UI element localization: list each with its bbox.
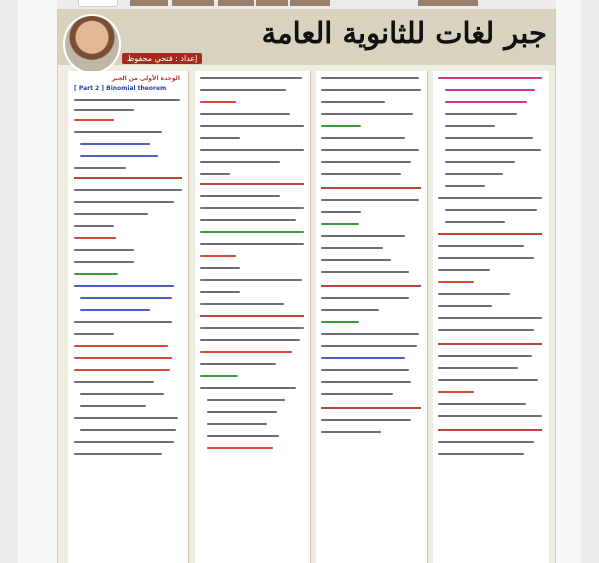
text-line — [74, 381, 154, 383]
text-line — [80, 429, 176, 431]
text-line — [445, 137, 533, 139]
text-line — [207, 447, 273, 449]
section-title: الوحدة الأولى من الجبر — [111, 75, 180, 82]
text-line — [321, 369, 409, 371]
text-line — [200, 207, 304, 209]
text-line — [445, 125, 495, 127]
section-divider — [438, 429, 542, 431]
text-line — [80, 309, 150, 311]
text-line — [321, 357, 405, 359]
text-line — [80, 297, 172, 299]
section-divider — [321, 285, 421, 287]
text-line — [207, 411, 277, 413]
text-line — [200, 77, 302, 79]
text-line — [80, 155, 158, 157]
text-line — [200, 137, 240, 139]
text-line — [438, 329, 534, 331]
text-line — [200, 363, 276, 365]
section-divider — [200, 183, 304, 185]
text-line — [207, 399, 285, 401]
page-thumbnail[interactable] — [256, 0, 288, 6]
text-line — [200, 149, 304, 151]
author-photo — [63, 14, 121, 74]
text-line — [74, 167, 126, 169]
viewer-toolbar-button[interactable] — [78, 0, 118, 7]
text-line — [200, 161, 280, 163]
text-line — [200, 219, 296, 221]
text-line — [200, 231, 304, 233]
text-line — [200, 291, 240, 293]
text-line — [438, 257, 534, 259]
text-line — [438, 197, 542, 199]
text-line — [74, 109, 134, 111]
text-line — [74, 213, 148, 215]
text-line — [74, 285, 174, 287]
text-line — [200, 113, 290, 115]
viewer-margin-left — [18, 0, 57, 563]
text-line — [74, 321, 172, 323]
text-line — [321, 137, 405, 139]
text-line — [74, 99, 180, 101]
page-column-2 — [195, 71, 311, 563]
text-line — [74, 225, 114, 227]
text-line — [438, 293, 510, 295]
text-line — [438, 355, 532, 357]
section-divider — [321, 407, 421, 409]
text-line — [74, 189, 182, 191]
text-line — [321, 309, 379, 311]
text-line — [200, 173, 230, 175]
text-line — [438, 281, 474, 283]
section-divider — [321, 187, 421, 189]
text-line — [445, 149, 541, 151]
text-line — [321, 101, 385, 103]
text-line — [200, 279, 302, 281]
text-line — [80, 143, 150, 145]
text-line — [321, 89, 421, 91]
text-line — [321, 211, 361, 213]
text-line — [445, 161, 515, 163]
text-line — [200, 351, 292, 353]
text-line — [74, 249, 134, 251]
text-line — [74, 345, 168, 347]
text-line — [200, 267, 240, 269]
text-line — [200, 387, 296, 389]
text-line — [321, 345, 417, 347]
text-line — [74, 333, 114, 335]
text-line — [74, 357, 172, 359]
text-line — [200, 327, 304, 329]
section-divider — [438, 343, 542, 345]
text-line — [74, 237, 116, 239]
text-line — [321, 419, 411, 421]
text-line — [438, 367, 518, 369]
text-line — [445, 101, 527, 103]
text-line — [74, 453, 162, 455]
text-line — [74, 417, 178, 419]
text-line — [200, 125, 304, 127]
text-line — [321, 173, 401, 175]
text-line — [207, 423, 267, 425]
page-thumbnail[interactable] — [418, 0, 478, 6]
text-line — [200, 195, 280, 197]
text-line — [438, 379, 538, 381]
text-line — [321, 113, 413, 115]
text-line — [74, 201, 174, 203]
page-thumbnail[interactable] — [172, 0, 214, 6]
text-line — [321, 431, 381, 433]
text-line — [321, 125, 361, 127]
text-line — [445, 221, 505, 223]
text-line — [445, 209, 537, 211]
text-line — [438, 453, 524, 455]
text-line — [321, 321, 359, 323]
text-line — [200, 101, 236, 103]
text-line — [438, 403, 526, 405]
text-line — [200, 255, 236, 257]
section-divider — [438, 233, 542, 235]
page-column-1 — [68, 71, 189, 563]
section-divider — [74, 177, 182, 179]
text-line — [321, 199, 419, 201]
text-line — [438, 441, 534, 443]
text-line — [200, 375, 238, 377]
text-line — [200, 303, 284, 305]
text-line — [438, 269, 490, 271]
text-line — [80, 405, 146, 407]
text-line — [321, 149, 419, 151]
text-line — [321, 223, 359, 225]
text-line — [321, 381, 411, 383]
text-line — [321, 235, 405, 237]
page-column-3 — [316, 71, 428, 563]
text-line — [445, 185, 485, 187]
page-column-4 — [433, 71, 549, 563]
text-line — [74, 131, 162, 133]
text-line — [438, 305, 492, 307]
page-thumbnail[interactable] — [290, 0, 330, 6]
text-line — [74, 441, 174, 443]
text-line — [445, 89, 535, 91]
text-line — [74, 369, 170, 371]
text-line — [74, 119, 114, 121]
text-line — [321, 393, 393, 395]
viewer-margin-right — [556, 0, 581, 563]
text-line — [80, 393, 164, 395]
page-thumbnail[interactable] — [130, 0, 168, 6]
text-line — [74, 273, 118, 275]
text-line — [200, 89, 286, 91]
text-line — [438, 77, 542, 79]
text-line — [445, 173, 503, 175]
text-line — [207, 435, 279, 437]
text-line — [321, 333, 419, 335]
text-line — [200, 243, 304, 245]
text-line — [321, 297, 409, 299]
text-line — [321, 271, 409, 273]
page-thumbnail[interactable] — [218, 0, 254, 6]
text-line — [438, 245, 524, 247]
section-divider — [200, 315, 304, 317]
text-line — [321, 77, 419, 79]
text-line — [445, 113, 517, 115]
prepared-by-label: إعداد : فتحي محفوظ — [122, 53, 202, 64]
document-page — [57, 9, 556, 563]
text-line — [321, 247, 383, 249]
text-line — [438, 391, 474, 393]
part-label: [ Part 2 ] Binomial theorem — [74, 85, 167, 92]
text-line — [438, 317, 542, 319]
text-line — [438, 415, 542, 417]
text-line — [321, 161, 411, 163]
text-line — [74, 261, 134, 263]
page-title: جبر لغات للثانوية العامة — [261, 16, 547, 50]
text-line — [321, 259, 391, 261]
text-line — [200, 339, 300, 341]
